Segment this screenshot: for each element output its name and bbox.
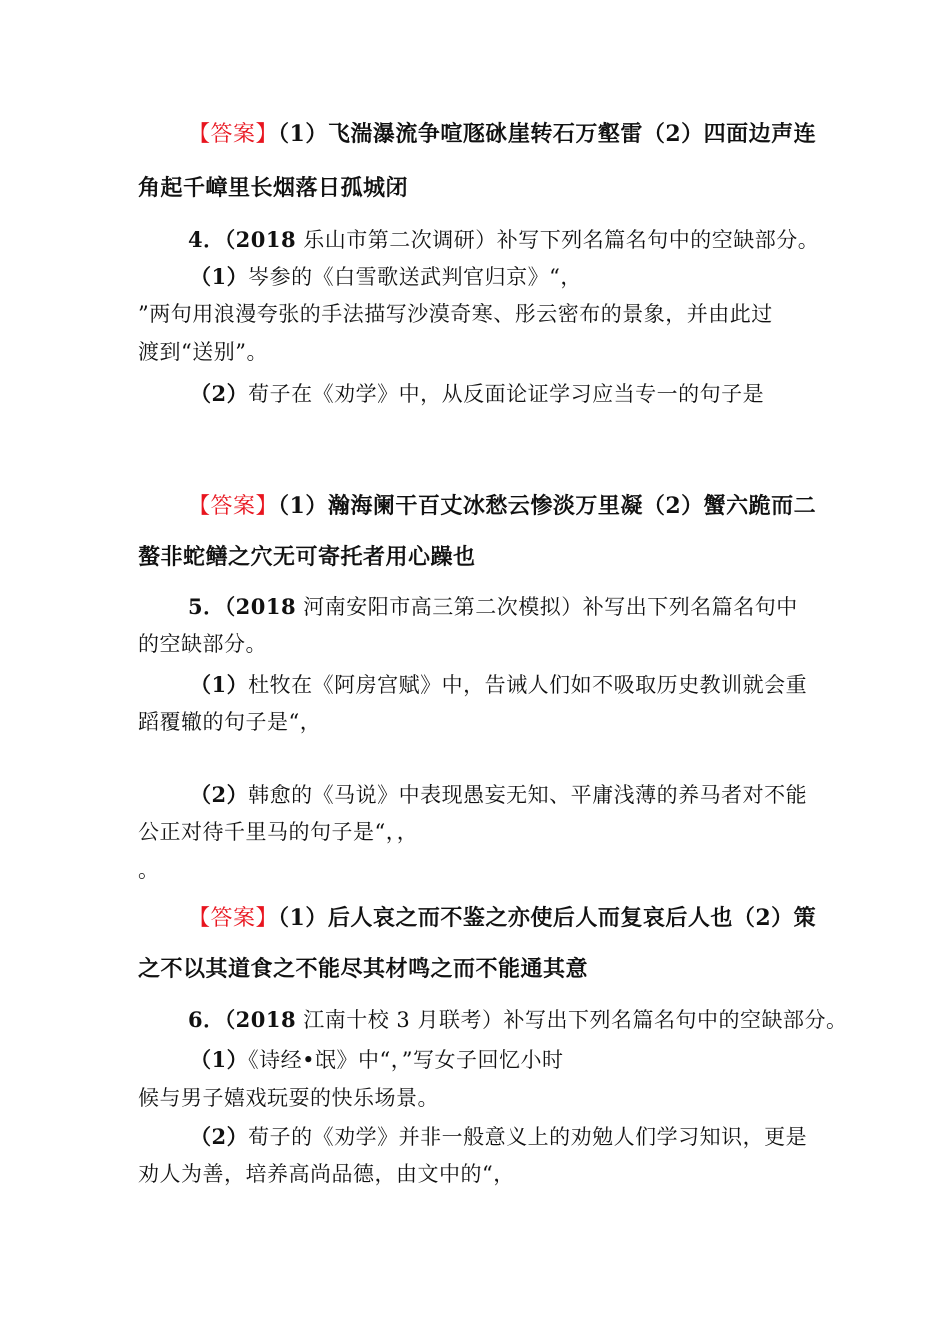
question-6-part-1-line-2: 候与男子嬉戏玩耍的快乐场景。 bbox=[138, 1086, 439, 1110]
question-source: （2018 bbox=[224, 227, 297, 252]
part-number: （1） bbox=[190, 1047, 249, 1072]
question-source: （2018 bbox=[224, 1007, 297, 1032]
part-text: 韩愈的《马说》中表现愚妄无知、平庸浅薄的养马者对不能 bbox=[248, 783, 808, 807]
part-text: 《诗经•氓》中“，”写女子回忆小时 bbox=[248, 1048, 564, 1072]
answer-3-text: （1）后人哀之而不鉴之亦使后人而复哀后人也（2）策 bbox=[278, 905, 817, 931]
question-intro: 乐山市第二次调研）补写下列名篇名句中的空缺部分。 bbox=[296, 228, 820, 252]
answer-1-line-2: 角起千嶂里长烟落日孤城闭 bbox=[138, 175, 409, 201]
answer-3-line-2: 之不以其道食之不能尽其材鸣之而不能通其意 bbox=[138, 956, 589, 982]
part-text: 杜牧在《阿房宫赋》中，告诫人们如不吸取历史教训就会重 bbox=[248, 673, 808, 697]
answer-1-text: （1）飞湍瀑流争喧豗砯崖转石万壑雷（2）四面边声连 bbox=[278, 121, 817, 147]
answer-2-line-2: 螯非蛇鳝之穴无可寄托者用心躁也 bbox=[138, 544, 476, 570]
answer-2-line-1 bbox=[188, 493, 816, 520]
question-4-part-2 bbox=[190, 381, 764, 407]
part-number: （2） bbox=[190, 1124, 249, 1149]
question-5-part-1-line-2: 蹈覆辙的句子是“， bbox=[138, 710, 322, 734]
answer-label: 【答案】 bbox=[188, 494, 279, 519]
question-4-part-1-line-3: 渡到“送别”。 bbox=[138, 340, 268, 364]
answer-1-line-1 bbox=[188, 121, 816, 148]
question-4-intro bbox=[188, 227, 819, 253]
answer-3-line-1 bbox=[188, 905, 816, 932]
question-5-intro bbox=[188, 594, 798, 620]
question-5-part-2-line-3: 。 bbox=[138, 858, 160, 882]
question-6-part-1 bbox=[190, 1047, 563, 1073]
question-6-part-2 bbox=[190, 1124, 807, 1150]
answer-2-text: （1）瀚海阑干百丈冰愁云惨淡万里凝（2）蟹六跪而二 bbox=[278, 493, 817, 519]
question-intro: 江南十校 3 月联考）补写出下列名篇名句中的空缺部分。 bbox=[296, 1008, 848, 1032]
question-6-intro bbox=[188, 1007, 847, 1033]
question-source: （2018 bbox=[224, 594, 297, 619]
question-number: 6． bbox=[188, 1007, 225, 1032]
part-text: 荀子在《劝学》中，从反面论证学习应当专一的句子是 bbox=[248, 382, 765, 406]
question-6-part-2-line-2: 劝人为善，培养高尚品德，由文中的“， bbox=[138, 1162, 515, 1186]
part-number: （2） bbox=[190, 381, 249, 406]
question-5-part-1 bbox=[190, 672, 807, 698]
answer-label: 【答案】 bbox=[188, 906, 279, 931]
answer-label: 【答案】 bbox=[188, 122, 279, 147]
part-text: 荀子的《劝学》并非一般意义上的劝勉人们学习知识，更是 bbox=[248, 1125, 808, 1149]
part-number: （1） bbox=[190, 264, 249, 289]
question-5-part-2-line-2: 公正对待千里马的句子是“，， bbox=[138, 820, 419, 844]
part-text: 岑参的《白雪歌送武判官归京》“， bbox=[248, 265, 582, 289]
question-4-part-1-line-2: ”两句用浪漫夸张的手法描写沙漠奇寒、彤云密布的景象，并由此过 bbox=[138, 302, 773, 326]
part-number: （1） bbox=[190, 672, 249, 697]
question-intro: 河南安阳市高三第二次模拟）补写出下列名篇名句中 bbox=[296, 595, 798, 619]
question-5-intro-line-2: 的空缺部分。 bbox=[138, 632, 267, 656]
question-number: 5． bbox=[188, 594, 225, 619]
part-number: （2） bbox=[190, 782, 249, 807]
question-4-part-1 bbox=[190, 264, 582, 290]
question-5-part-2 bbox=[190, 782, 807, 808]
question-number: 4． bbox=[188, 227, 225, 252]
